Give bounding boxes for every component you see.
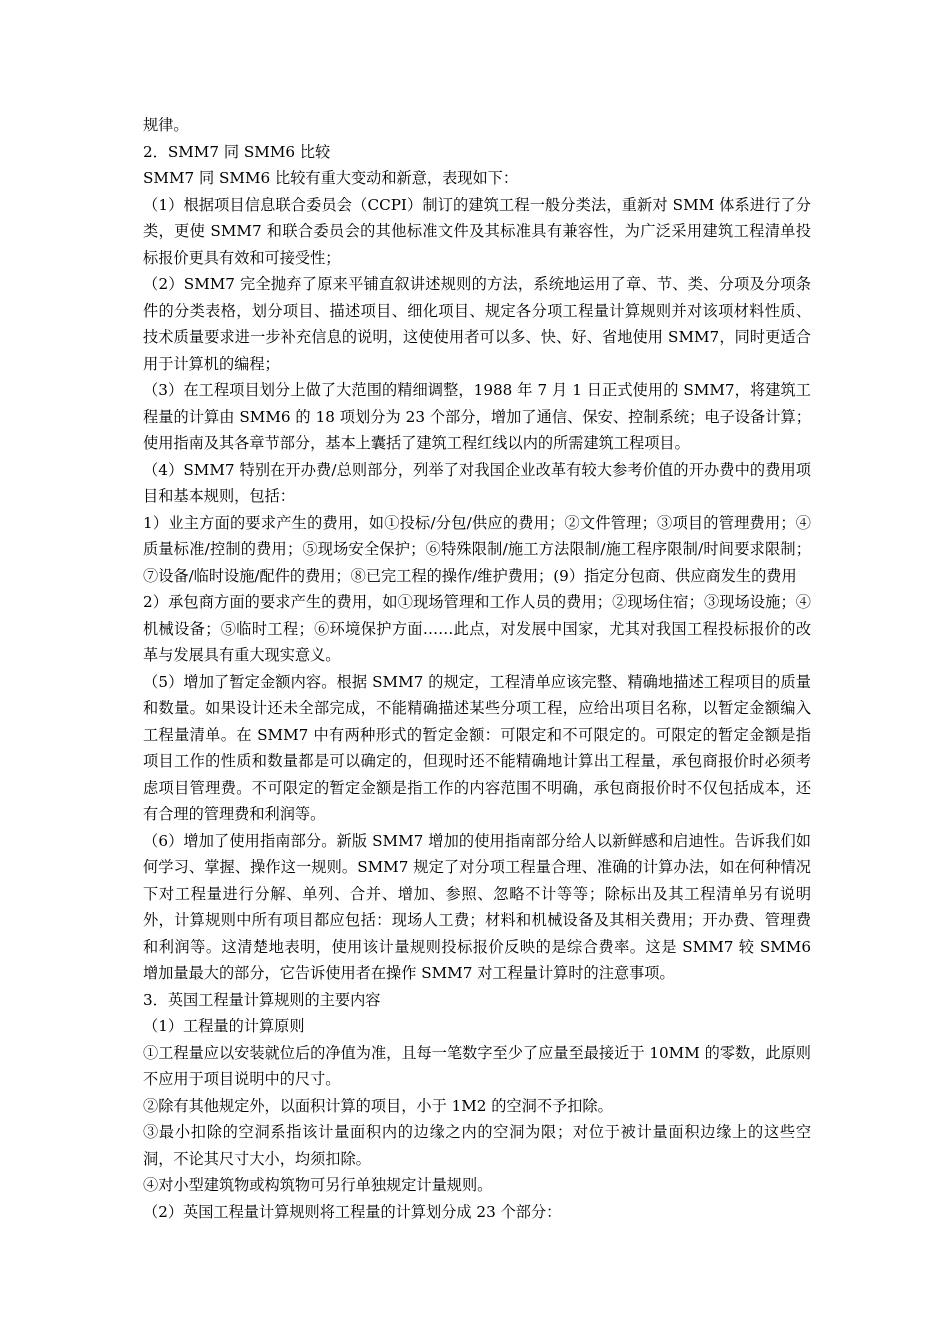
paragraph-16: ③最小扣除的空洞系指该计量面积内的边缘之内的空洞为限；对位于被计量面积边缘上的这些空洞，不论其尺寸大小，均须扣除。 — [143, 1123, 811, 1168]
document-page — [143, 112, 811, 1225]
paragraph-18: （2）英国工程量计算规则将工程量的计算划分成 23 个部分： — [143, 1202, 562, 1221]
section-heading-2: 2．SMM7 同 SMM6 比较 — [143, 142, 331, 161]
paragraph-3: SMM7 同 SMM6 比较有重大变动和新意，表现如下： — [143, 169, 519, 187]
paragraph-1: 规律。 — [143, 116, 189, 134]
paragraph-15: ②除有其他规定外，以面积计算的项目，小于 1M2 的空洞不予扣除。 — [143, 1096, 613, 1115]
paragraph-10: （5）增加了暂定金额内容。根据 SMM7 的规定，工程清单应该完整、精确地描述工程项目的质量和数量。如果设计还未全部完成，不能精确描述某些分项工程，应给出项目名称，以暂定金额编入工程量清单。在 SMM7 中有两种形式的暂定金额：可限定和不可限定的。可限定的暂定金额是指项目工作的性质和数量都是可以确定的，但现时还不能精确地计算出工程量，承包商报价时必须考虑项目管理费。不可限定的暂定金额是指工作的内容范围不明确，承包商报价时不仅包括成本，还有合理的管理费和利润等。 — [143, 672, 811, 823]
paragraph-11: （6）增加了使用指南部分。新版 SMM7 增加的使用指南部分给人以新鲜感和启迪性。告诉我们如何学习、掌握、操作这一规则。SMM7 规定了对分项工程量合理、准确的计算办法，如在何种情况下对工程量进行分解、单列、合并、增加、参照、忽略不计等等；除标出及其工程清单另有说明外，计算规则中所有项目都应包括：现场人工费；材料和机械设备及其相关费用；开办费、管理费和利润等。这清楚地表明，使用该计量规则投标报价反映的是综合费率。这是 SMM7 较 SMM6 增加量最大的部分，它告诉使用者在操作 SMM7 对工程量计算时的注意事项。 — [143, 831, 811, 982]
section-heading-3: 3．英国工程量计算规则的主要内容 — [143, 990, 381, 1009]
paragraph-7: （4）SMM7 特别在开办费/总则部分，列举了对我国企业改革有较大参考价值的开办费中的费用项目和基本规则，包括： — [143, 460, 811, 505]
subheading-calculation-principles: （1）工程量的计算原则 — [143, 1017, 305, 1035]
paragraph-8: 1）业主方面的要求产生的费用，如①投标/分包/供应的费用；②文件管理；③项目的管理费用；④质量标准/控制的费用；⑤现场安全保护；⑥特殊限制/施工方法限制/施工程序限制/时间要求限制；⑦设备/临时设施/配件的费用；⑧已完工程的操作/维护费用；(9）指定分包商、供应商发生的费用 — [143, 513, 811, 585]
paragraph-6: （3）在工程项目划分上做了大范围的精细调整，1988 年 7 月 1 日正式使用的 SMM7，将建筑工程量的计算由 SMM6 的 18 项划分为 23 个部分，增加了通信、保安、控制系统；电子设备计算；使用指南及其各章节部分，基本上囊括了建筑工程红线以内的所需建筑工程项目。 — [143, 381, 811, 452]
paragraph-5: （2）SMM7 完全抛弃了原来平铺直叙讲述规则的方法，系统地运用了章、节、类、分项及分项条件的分类表格，划分项目、描述项目、细化项目、规定各分项工程量计算规则并对该项材料性质、技术质量要求进一步补充信息的说明，这使使用者可以多、快、好、省地使用 SMM7，同时更适合用于计算机的编程； — [143, 275, 811, 373]
paragraph-4: （1）根据项目信息联合委员会（CCPI）制订的建筑工程一般分类法，重新对 SMM 体系进行了分类，更使 SMM7 和联合委员会的其他标准文件及其标准具有兼容性，为广泛采用建筑工程清单投标报价更具有效和可接受性； — [143, 195, 811, 267]
paragraph-17: ④对小型建筑物或构筑物可另行单独规定计量规则。 — [143, 1176, 493, 1194]
paragraph-9: 2）承包商方面的要求产生的费用，如①现场管理和工作人员的费用；②现场住宿；③现场设施；④机械设备；⑤临时工程；⑥环境保护方面……此点，对发展中国家，尤其对我国工程投标报价的改革与发展具有重大现实意义。 — [143, 593, 811, 664]
paragraph-14: ①工程量应以安装就位后的净值为准，且每一笔数字至少了应量至最接近于 10MM 的零数，此原则不应用于项目说明中的尺寸。 — [143, 1043, 811, 1088]
